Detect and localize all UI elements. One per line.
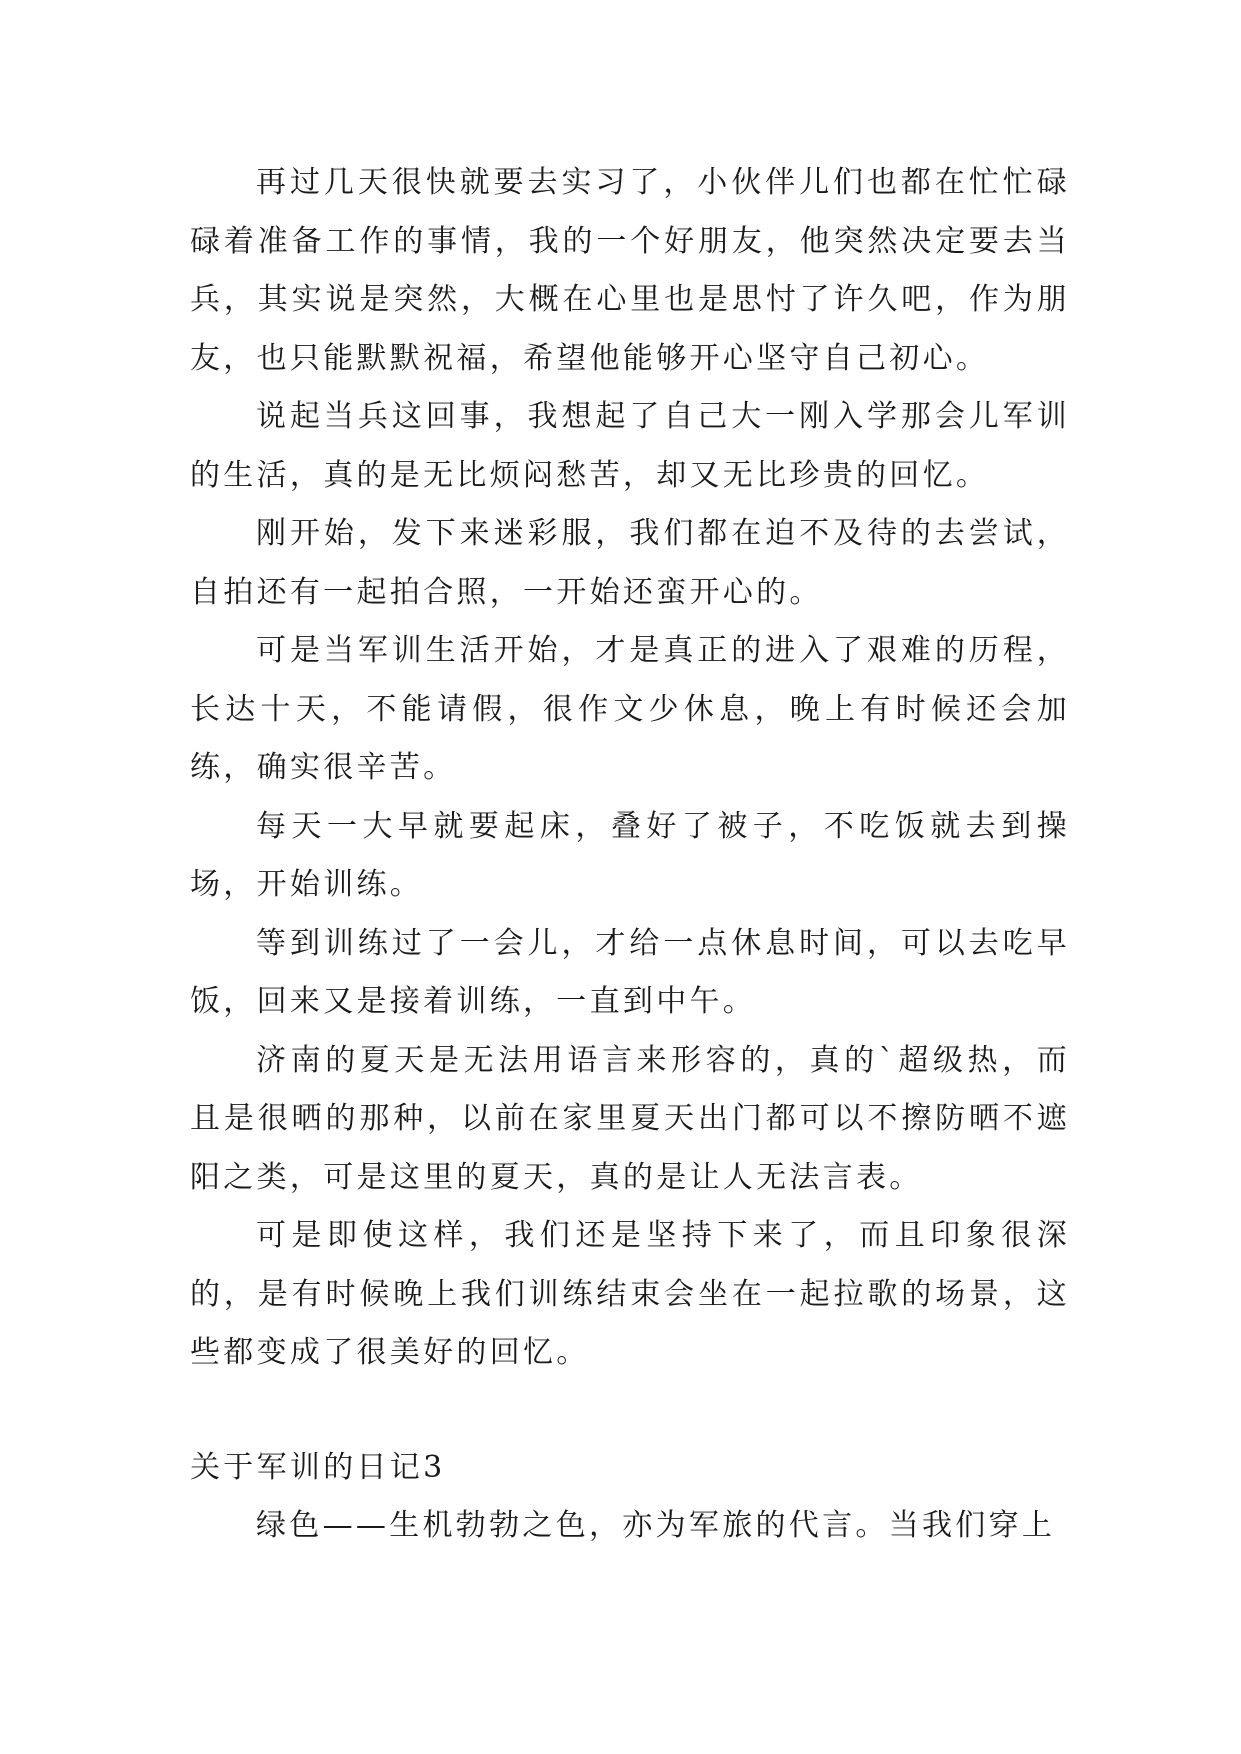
paragraph-1: 再过几天很快就要去实习了，小伙伴儿们也都在忙忙碌碌着准备工作的事情，我的一个好朋友，他突然决定要去当兵，其实说是突然，大概在心里也是思忖了许久吧，作为朋友，也只能默默祝福，希望他能够开心坚守自己初心。 [190,165,1070,376]
document-body [190,154,1070,1556]
paragraph-5: 每天一大早就要起床，叠好了被子，不吃饭就去到操场，开始训练。 [190,808,1070,902]
paragraph-2: 说起当兵这回事，我想起了自己大一刚入学那会儿军训的生活，真的是无比烦闷愁苦，却又无比珍贵的回忆。 [190,399,1070,493]
paragraph-7: 济南的夏天是无法用语言来形容的，真的`超级热，而且是很晒的那种，以前在家里夏天出门都可以不擦防晒不遮阳之类，可是这里的夏天，真的是让人无法言表。 [190,1042,1070,1195]
paragraph-6: 等到训练过了一会儿，才给一点休息时间，可以去吃早饭，回来又是接着训练，一直到中午。 [190,925,1070,1019]
section-paragraph-1: 绿色——生机勃勃之色，亦为军旅的代言。当我们穿上 [256,1508,1056,1543]
paragraph-4: 可是当军训生活开始，才是真正的进入了艰难的历程，长达十天，不能请假，很作文少休息，晚上有时候还会加练，确实很辛苦。 [190,633,1070,785]
paragraph-3: 刚开始，发下来迷彩服，我们都在迫不及待的去尝试，自拍还有一起拍合照，一开始还蛮开心的。 [190,516,1070,610]
paragraph-8: 可是即使这样，我们还是坚持下来了，而且印象很深的，是有时候晚上我们训练结束会坐在一起拉歌的场景，这些都变成了很美好的回忆。 [190,1218,1070,1370]
section-heading: 关于军训的日记3 [190,1449,446,1485]
